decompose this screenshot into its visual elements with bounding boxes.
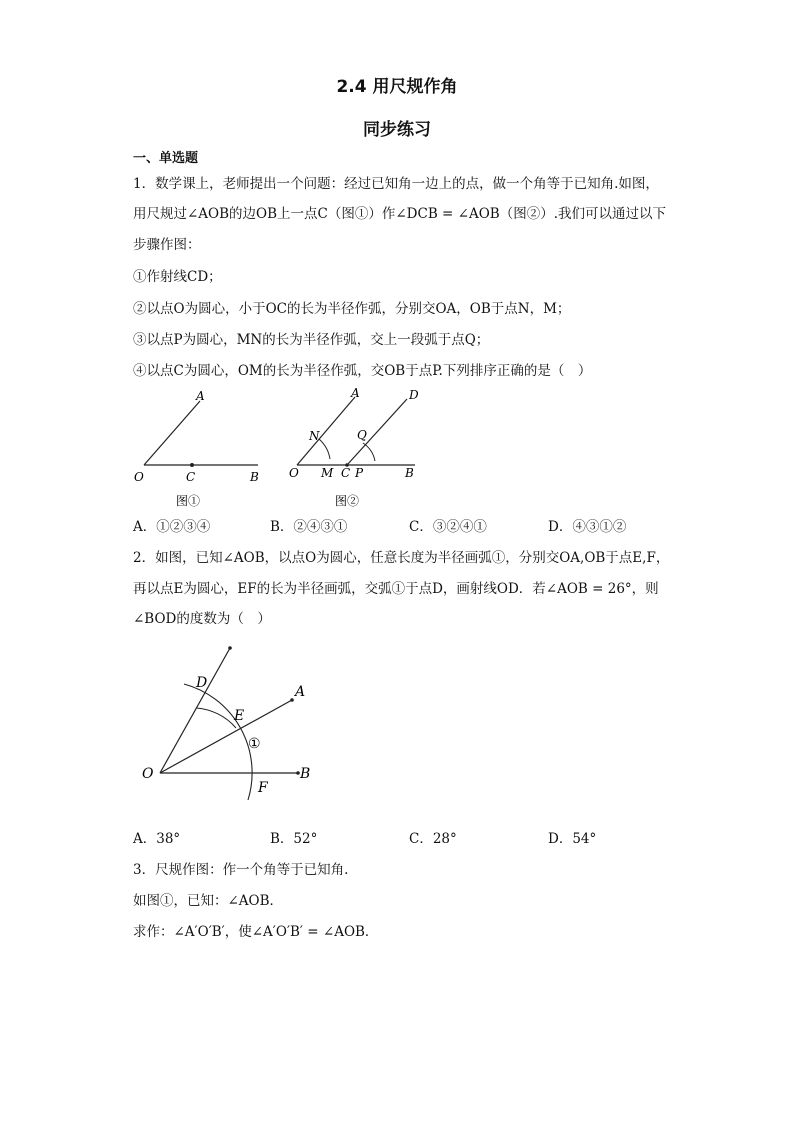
fig2-ray-cd — [347, 399, 407, 465]
q1-line-2: 用尺规过∠AOB的边OB上一点C（图①）作∠DCB = ∠AOB（图②）.我们可以通过以下 — [133, 206, 666, 222]
q2-arc-1 — [184, 684, 252, 800]
page-title: 2.4 用尺规作角 — [336, 77, 458, 97]
fig1-label-c: C — [186, 470, 196, 484]
q2-line-3: ∠BOD的度数为（ ） — [133, 611, 271, 627]
q2-arc-e — [196, 708, 236, 728]
q1-step-1: ①作射线CD； — [133, 269, 222, 285]
q3-line-3: 求作：∠A′O′B′，使∠A′O′B′ = ∠AOB． — [133, 924, 379, 940]
q1-option-b[interactable]: B．②④③① — [270, 519, 348, 535]
q2-option-a[interactable]: A．38° — [133, 831, 181, 847]
q1-step-3: ③以点P为圆心，MN的长为半径作弧，交上一段弧于点Q； — [133, 332, 490, 348]
fig2-label-d: D — [409, 388, 419, 402]
q1-line-1: 1．数学课上，老师提出一个问题：经过已知角一边上的点，做一个角等于已知角.如图， — [133, 176, 659, 192]
q2-label-f: F — [258, 780, 268, 796]
fig2-label-m: M — [321, 466, 334, 480]
q1-figure-2 — [285, 385, 425, 510]
fig2-caption: 图② — [335, 494, 360, 508]
q2-option-d[interactable]: D．54° — [548, 831, 597, 847]
q2-point-a — [290, 698, 294, 702]
q3-line-2: 如图①，已知：∠AOB． — [133, 893, 284, 909]
q1-option-d[interactable]: D．④③①② — [548, 519, 627, 535]
q1-line-3: 步骤作图： — [133, 237, 201, 253]
page-subtitle: 同步练习 — [363, 120, 431, 140]
fig2-label-b: B — [405, 466, 414, 480]
q1-option-c[interactable]: C．③②④① — [409, 519, 487, 535]
q2-figure — [138, 640, 328, 810]
q2-line-1: 2．如图，已知∠AOB，以点O为圆心，任意长度为半径画弧①，分别交OA,OB于点E,F， — [133, 550, 670, 566]
fig2-label-c: C — [341, 466, 351, 480]
fig1-ray-oa — [144, 401, 200, 465]
q2-option-b[interactable]: B．52° — [270, 831, 318, 847]
q1-option-a[interactable]: A．①②③④ — [133, 519, 211, 535]
fig2-label-p: P — [355, 466, 364, 480]
q2-line-2: 再以点E为圆心，EF的长为半径画弧，交弧①于点D，画射线OD．若∠AOB = 26°，则 — [133, 581, 659, 597]
q1-step-4: ④以点C为圆心，OM的长为半径作弧，交OB于点P.下列排序正确的是（ ） — [133, 363, 592, 379]
fig2-arc-o — [319, 439, 330, 459]
q2-label-a: A — [295, 684, 306, 700]
fig2-label-q: Q — [357, 428, 367, 442]
q2-option-c[interactable]: C．28° — [409, 831, 457, 847]
q2-point-ray-end — [228, 646, 232, 650]
q3-line-1: 3．尺规作图：作一个角等于已知角. — [133, 862, 349, 878]
section-heading: 一、单选题 — [133, 151, 199, 166]
q1-step-2: ②以点O为圆心，小于OC的长为半径作弧，分别交OA，OB于点N，M； — [133, 301, 571, 317]
q2-label-b: B — [300, 766, 311, 782]
fig1-caption: 图① — [176, 494, 201, 508]
fig1-point-c — [190, 463, 194, 467]
q2-label-e: E — [234, 708, 245, 724]
q2-label-circle-1: ① — [248, 736, 261, 752]
fig1-label-b: B — [250, 470, 259, 484]
fig1-label-a: A — [196, 389, 205, 403]
fig2-label-a: A — [351, 386, 360, 400]
q1-figure-1 — [130, 385, 270, 510]
q2-label-d: D — [196, 675, 208, 691]
fig2-label-n: N — [309, 429, 320, 443]
q2-label-o: O — [142, 766, 154, 782]
fig1-label-o: O — [134, 470, 144, 484]
fig2-label-o: O — [289, 466, 299, 480]
fig2-ray-oa — [297, 397, 355, 465]
